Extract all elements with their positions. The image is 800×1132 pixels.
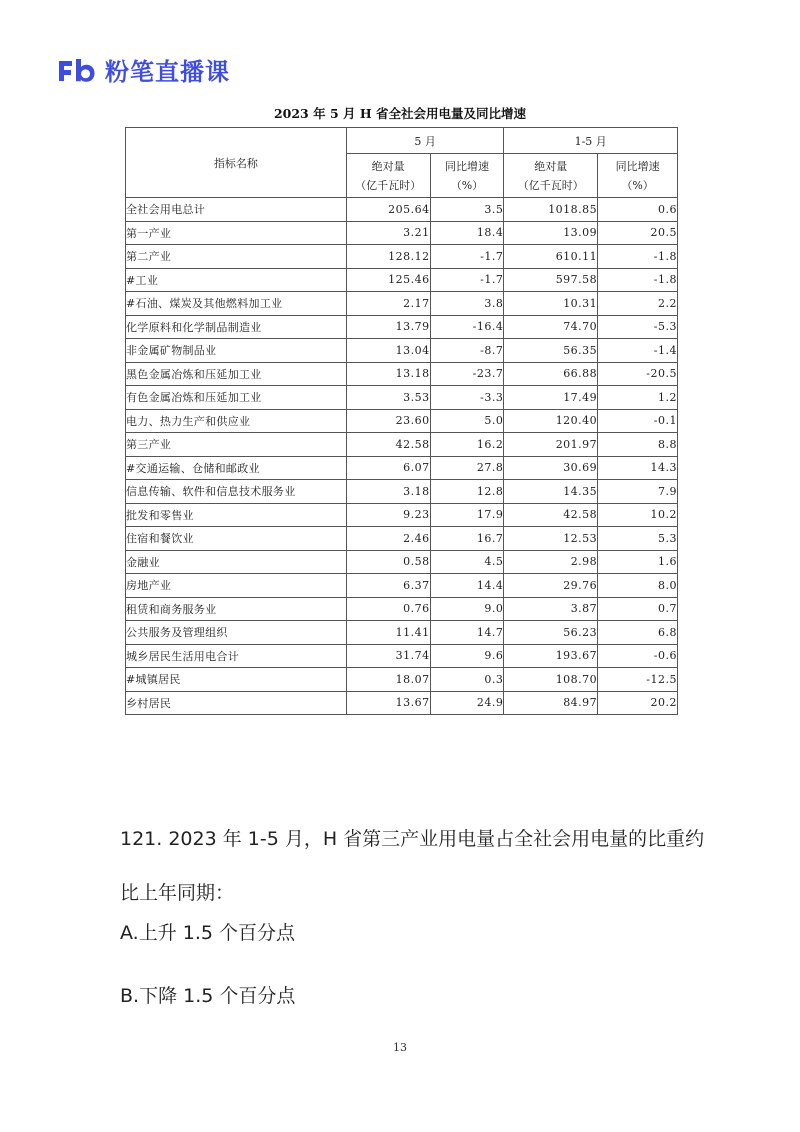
cell-ytd-abs: 84.97	[504, 691, 598, 715]
cell-ytd-growth: 0.6	[598, 198, 678, 222]
cell-may-abs: 13.04	[346, 339, 430, 363]
cell-ytd-abs: 14.35	[504, 480, 598, 504]
cell-ytd-abs: 17.49	[504, 386, 598, 410]
cell-may-abs: 128.12	[346, 245, 430, 269]
header-may-growth: 同比增速 （%）	[430, 154, 504, 198]
cell-may-growth: -8.7	[430, 339, 504, 363]
cell-ytd-growth: 20.2	[598, 691, 678, 715]
row-name: 城乡居民生活用电合计	[126, 644, 347, 668]
row-name: 金融业	[126, 550, 347, 574]
cell-may-growth: 9.6	[430, 644, 504, 668]
table-row	[126, 621, 678, 645]
cell-may-growth: -16.4	[430, 315, 504, 339]
cell-may-growth: 0.3	[430, 668, 504, 692]
cell-may-growth: 16.2	[430, 433, 504, 457]
cell-ytd-growth: 1.2	[598, 386, 678, 410]
table-row	[126, 315, 678, 339]
cell-ytd-growth: -0.6	[598, 644, 678, 668]
cell-ytd-growth: 1.6	[598, 550, 678, 574]
table-row	[126, 456, 678, 480]
cell-may-growth: -1.7	[430, 245, 504, 269]
cell-may-abs: 31.74	[346, 644, 430, 668]
cell-ytd-growth: -20.5	[598, 362, 678, 386]
cell-may-abs: 205.64	[346, 198, 430, 222]
row-name: 第三产业	[126, 433, 347, 457]
cell-ytd-growth: -0.1	[598, 409, 678, 433]
table-row	[126, 245, 678, 269]
cell-ytd-growth: 0.7	[598, 597, 678, 621]
option-b[interactable]: B.下降 1.5 个百分点	[120, 985, 296, 1007]
electricity-table	[125, 127, 678, 715]
cell-may-growth: 5.0	[430, 409, 504, 433]
header-may-abs: 绝对量 （亿千瓦时）	[346, 154, 430, 198]
cell-ytd-growth: 14.3	[598, 456, 678, 480]
cell-may-abs: 3.18	[346, 480, 430, 504]
cell-may-growth: 17.9	[430, 503, 504, 527]
row-name: #工业	[126, 268, 347, 292]
table-row	[126, 409, 678, 433]
cell-may-growth: -1.7	[430, 268, 504, 292]
cell-ytd-abs: 56.35	[504, 339, 598, 363]
table-row	[126, 433, 678, 457]
row-name: #交通运输、仓储和邮政业	[126, 456, 347, 480]
cell-ytd-growth: -1.4	[598, 339, 678, 363]
cell-may-growth: 14.4	[430, 574, 504, 598]
table-row	[126, 339, 678, 363]
cell-may-abs: 125.46	[346, 268, 430, 292]
cell-ytd-abs: 10.31	[504, 292, 598, 316]
cell-may-abs: 2.46	[346, 527, 430, 551]
table-row	[126, 268, 678, 292]
cell-ytd-abs: 597.58	[504, 268, 598, 292]
cell-ytd-abs: 1018.85	[504, 198, 598, 222]
table-row	[126, 668, 678, 692]
cell-may-abs: 23.60	[346, 409, 430, 433]
cell-ytd-growth: 10.2	[598, 503, 678, 527]
row-name: 乡村居民	[126, 691, 347, 715]
cell-ytd-growth: -1.8	[598, 268, 678, 292]
cell-ytd-abs: 2.98	[504, 550, 598, 574]
row-name: 第二产业	[126, 245, 347, 269]
cell-may-abs: 13.67	[346, 691, 430, 715]
cell-may-abs: 3.21	[346, 221, 430, 245]
cell-ytd-abs: 30.69	[504, 456, 598, 480]
header-ytd-growth: 同比增速 （%）	[598, 154, 678, 198]
row-name: 黑色金属冶炼和压延加工业	[126, 362, 347, 386]
table-row	[126, 644, 678, 668]
cell-ytd-growth: -12.5	[598, 668, 678, 692]
fenbi-logo-icon	[57, 57, 97, 83]
header-jan-may: 1-5 月	[504, 128, 678, 154]
cell-may-abs: 3.53	[346, 386, 430, 410]
cell-may-abs: 9.23	[346, 503, 430, 527]
row-name: 房地产业	[126, 574, 347, 598]
cell-may-abs: 42.58	[346, 433, 430, 457]
cell-may-growth: 12.8	[430, 480, 504, 504]
row-name: 全社会用电总计	[126, 198, 347, 222]
cell-ytd-growth: -1.8	[598, 245, 678, 269]
cell-may-growth: 4.5	[430, 550, 504, 574]
cell-may-growth: 27.8	[430, 456, 504, 480]
table-row	[126, 480, 678, 504]
row-name: 第一产业	[126, 221, 347, 245]
table-row	[126, 221, 678, 245]
cell-ytd-abs: 66.88	[504, 362, 598, 386]
page-number: 13	[393, 1041, 407, 1054]
row-name: 化学原料和化学制品制造业	[126, 315, 347, 339]
cell-may-abs: 18.07	[346, 668, 430, 692]
cell-may-abs: 0.76	[346, 597, 430, 621]
cell-may-abs: 11.41	[346, 621, 430, 645]
row-name: 电力、热力生产和供应业	[126, 409, 347, 433]
cell-may-abs: 13.18	[346, 362, 430, 386]
cell-ytd-abs: 610.11	[504, 245, 598, 269]
cell-ytd-abs: 193.67	[504, 644, 598, 668]
header-may: 5 月	[346, 128, 504, 154]
row-name: 非金属矿物制品业	[126, 339, 347, 363]
brand-logo	[57, 52, 230, 87]
cell-may-growth: 9.0	[430, 597, 504, 621]
cell-ytd-abs: 29.76	[504, 574, 598, 598]
cell-may-growth: 18.4	[430, 221, 504, 245]
cell-may-growth: 14.7	[430, 621, 504, 645]
cell-ytd-growth: 8.0	[598, 574, 678, 598]
cell-may-growth: 24.9	[430, 691, 504, 715]
cell-ytd-growth: 8.8	[598, 433, 678, 457]
row-name: 租赁和商务服务业	[126, 597, 347, 621]
table-row	[126, 292, 678, 316]
table-row	[126, 503, 678, 527]
header-indicator: 指标名称	[126, 128, 347, 198]
table-title: 2023 年 5 月 H 省全社会用电量及同比增速	[273, 106, 527, 121]
cell-may-growth: 3.5	[430, 198, 504, 222]
brand-name: 粉笔直播课	[105, 58, 230, 86]
cell-ytd-abs: 120.40	[504, 409, 598, 433]
cell-may-growth: -3.3	[430, 386, 504, 410]
table-row	[126, 691, 678, 715]
cell-ytd-abs: 13.09	[504, 221, 598, 245]
header-ytd-abs: 绝对量 （亿千瓦时）	[504, 154, 598, 198]
cell-ytd-abs: 108.70	[504, 668, 598, 692]
table-row	[126, 527, 678, 551]
cell-may-growth: 3.8	[430, 292, 504, 316]
table-row	[126, 574, 678, 598]
row-name: 信息传输、软件和信息技术服务业	[126, 480, 347, 504]
table-row	[126, 386, 678, 410]
cell-ytd-growth: 20.5	[598, 221, 678, 245]
cell-ytd-growth: -5.3	[598, 315, 678, 339]
cell-ytd-growth: 5.3	[598, 527, 678, 551]
cell-ytd-abs: 74.70	[504, 315, 598, 339]
table-row	[126, 362, 678, 386]
cell-may-abs: 0.58	[346, 550, 430, 574]
cell-ytd-abs: 3.87	[504, 597, 598, 621]
table-body	[126, 198, 678, 715]
cell-may-growth: 16.7	[430, 527, 504, 551]
cell-may-abs: 6.07	[346, 456, 430, 480]
cell-may-abs: 13.79	[346, 315, 430, 339]
row-name: #城镇居民	[126, 668, 347, 692]
cell-may-growth: -23.7	[430, 362, 504, 386]
table-row	[126, 550, 678, 574]
row-name: 有色金属冶炼和压延加工业	[126, 386, 347, 410]
row-name: 公共服务及管理组织	[126, 621, 347, 645]
option-a[interactable]: A.上升 1.5 个百分点	[120, 922, 295, 944]
cell-ytd-abs: 56.23	[504, 621, 598, 645]
cell-ytd-growth: 2.2	[598, 292, 678, 316]
cell-ytd-abs: 12.53	[504, 527, 598, 551]
cell-may-abs: 6.37	[346, 574, 430, 598]
cell-ytd-abs: 42.58	[504, 503, 598, 527]
cell-ytd-growth: 6.8	[598, 621, 678, 645]
table-row	[126, 198, 678, 222]
cell-ytd-abs: 201.97	[504, 433, 598, 457]
cell-may-abs: 2.17	[346, 292, 430, 316]
row-name: 住宿和餐饮业	[126, 527, 347, 551]
cell-ytd-growth: 7.9	[598, 480, 678, 504]
row-name: #石油、煤炭及其他燃料加工业	[126, 292, 347, 316]
table-row	[126, 597, 678, 621]
row-name: 批发和零售业	[126, 503, 347, 527]
question-text: 121. 2023 年 1-5 月，H 省第三产业用电量占全社会用电量的比重约比上年同期：	[120, 828, 705, 904]
